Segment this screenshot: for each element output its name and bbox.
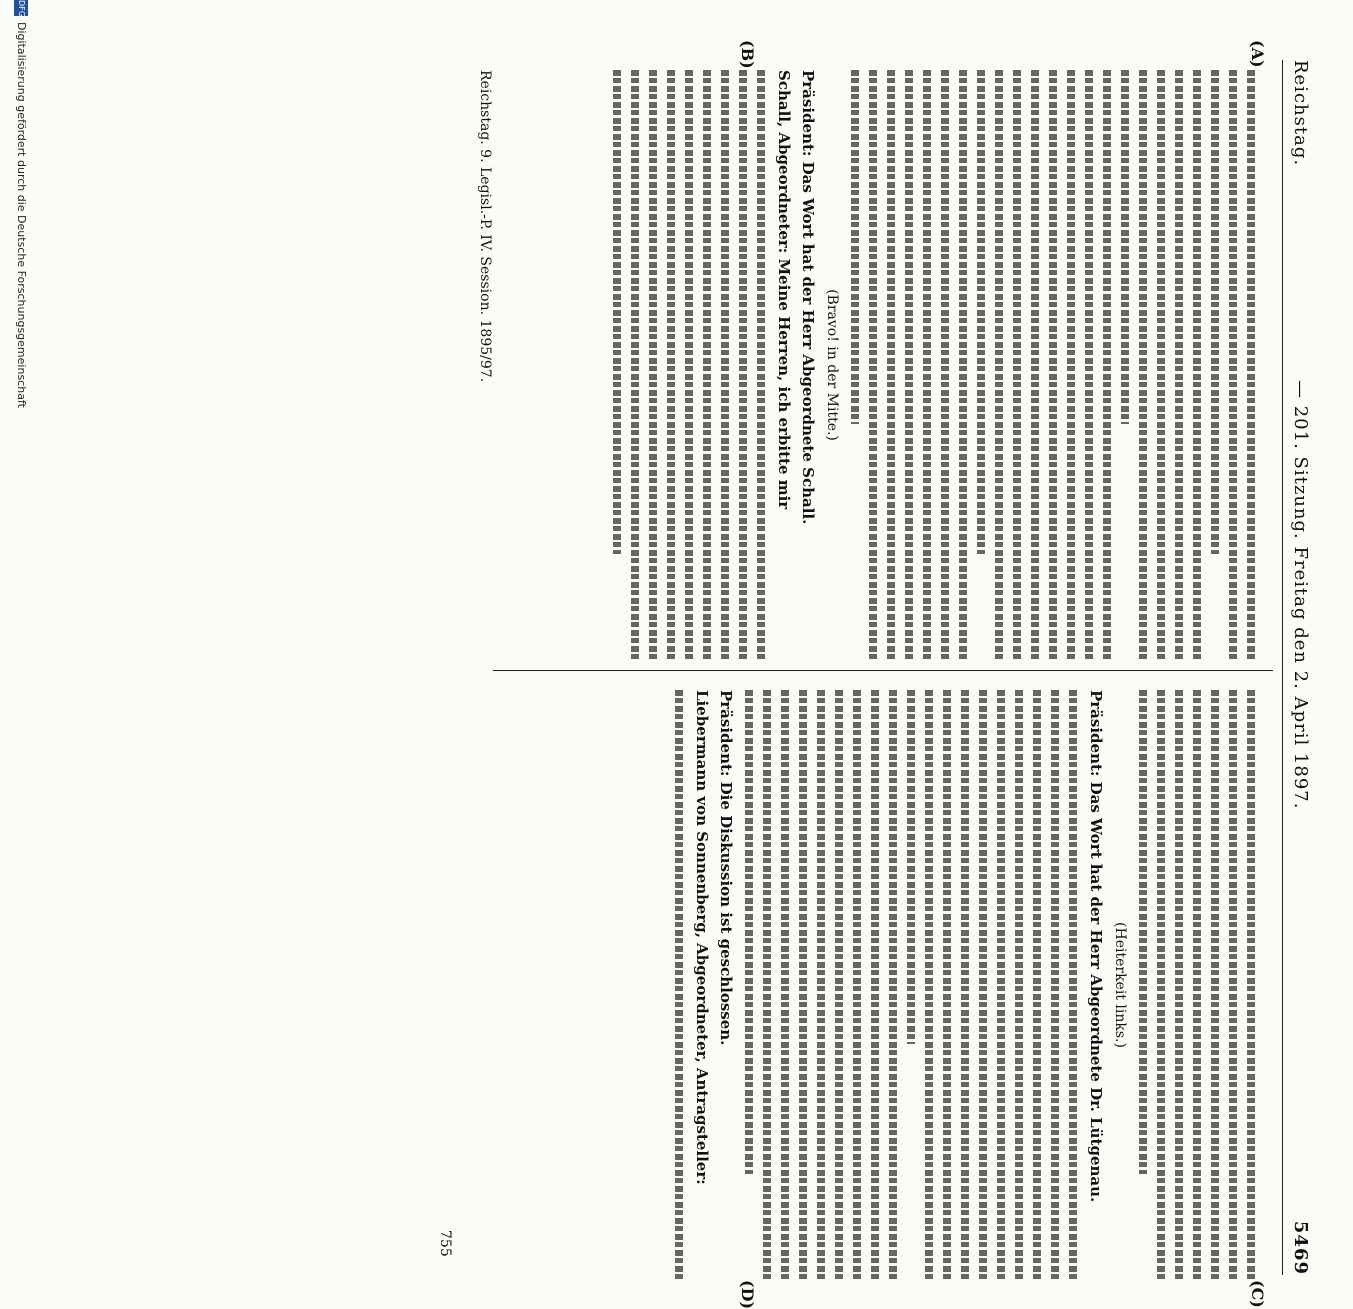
column-divider (493, 670, 1273, 671)
margin-letter-a: (A) (1248, 40, 1267, 68)
session-footer: Reichstag. 9. Legisl.-P. IV. Session. 1895/97. (477, 70, 493, 383)
running-header (1282, 60, 1313, 1275)
margin-letter-d: (D) (738, 1280, 757, 1309)
header-page-number: 5469 (1290, 1220, 1311, 1275)
header-center: — 201. Sitzung. Freitag den 2. April 1897. (1290, 380, 1311, 810)
right-speaker-2: Präsident: Die Diskussion ist geschlossen. (717, 690, 735, 1046)
left-speaker-1: Präsident: Das Wort hat der Herr Abgeordnete Schall. (799, 70, 817, 525)
digitization-credit (8, 0, 28, 1000)
left-speaker-2: Schall, Abgeordneter: Meine Herren, ich erbitte mir (775, 70, 793, 510)
page-number: 755 (437, 1230, 453, 1257)
dfg-logo-icon: DFG (14, 0, 28, 16)
header-left: Reichstag. (1290, 60, 1311, 167)
margin-letter-c: (C) (1248, 1280, 1267, 1308)
right-column (495, 690, 1265, 1280)
credit-text: Digitalisierung gefördert durch die Deutsche Forschungsgemeinschaft (15, 22, 28, 408)
right-speaker-1: Präsident: Das Wort hat der Herr Abgeordnete Dr. Lütgenau. (1087, 690, 1105, 1203)
margin-letter-b: (B) (738, 40, 757, 69)
right-paren-1: (Heiterkeit links.) (1112, 922, 1128, 1048)
right-speaker-3: Liebermann von Sonnenberg, Abgeordneter, Antragsteller: (693, 690, 711, 1185)
left-column (495, 70, 1265, 660)
left-paren-1: (Bravo! in der Mitte.) (824, 289, 840, 441)
